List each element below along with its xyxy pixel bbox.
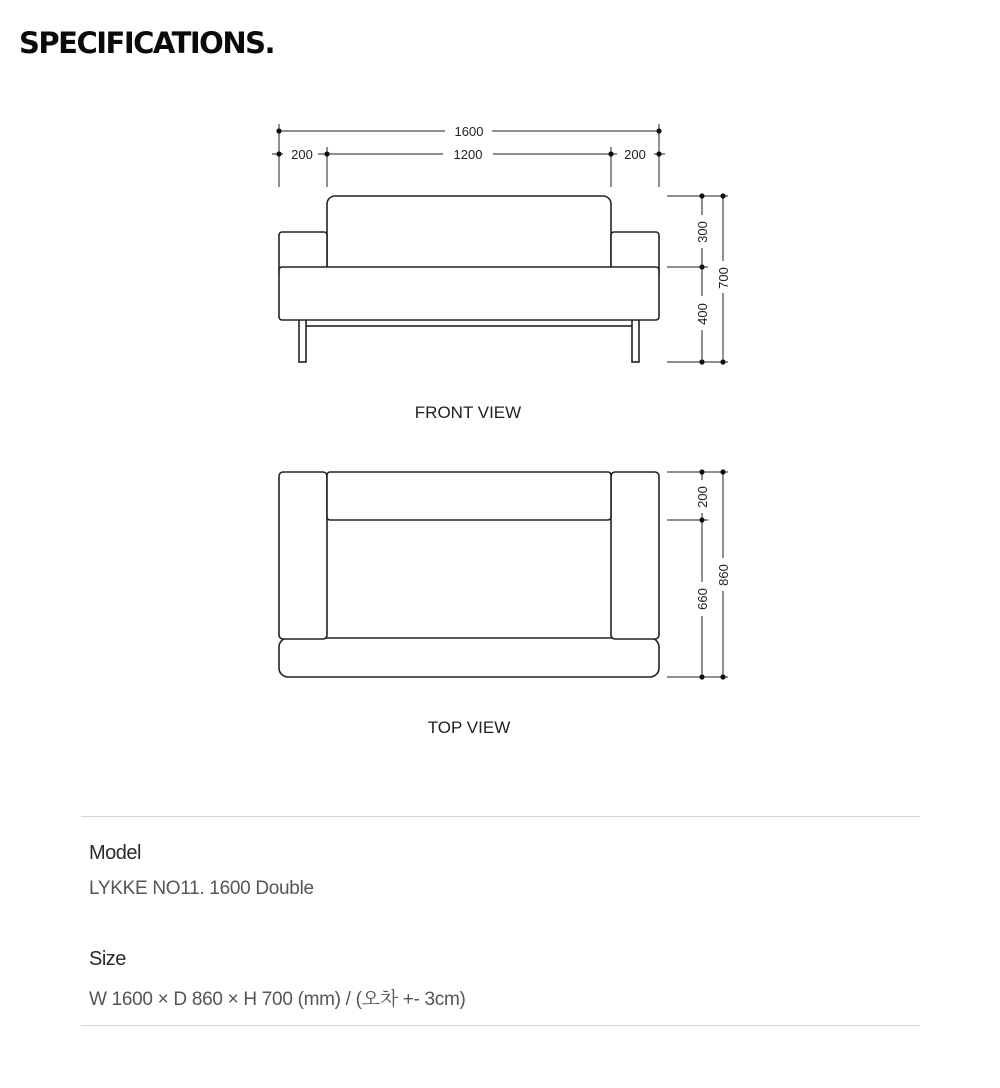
spec-size-label: Size: [89, 948, 126, 970]
dim-arm-right: 200: [624, 147, 646, 162]
sofa-front-view: [279, 196, 659, 362]
dim-seat-width: 1200: [453, 147, 483, 162]
spec-size-value: W 1600 × D 860 × H 700 (mm) / (오차 +- 3cm): [89, 989, 466, 1010]
top-view-label: TOP VIEW: [427, 718, 511, 737]
dim-total-height: 700: [716, 267, 731, 289]
page-title: SPECIFICATIONS.: [19, 26, 274, 60]
dim-overall-width: 1600: [454, 124, 484, 139]
spec-model-value: LYKKE NO11. 1600 Double: [89, 878, 314, 899]
dim-arm-left: 200: [291, 147, 313, 162]
dim-seat-height: 400: [695, 303, 710, 325]
divider-top: [81, 816, 920, 817]
front-view-label: FRONT VIEW: [414, 403, 522, 422]
divider-bottom: [81, 1025, 920, 1026]
dim-back-depth: 200: [695, 486, 710, 508]
dim-total-depth: 860: [716, 564, 731, 586]
dim-seat-depth: 660: [695, 588, 710, 610]
top-depth-dimensions: [667, 469, 731, 679]
front-height-dimensions: [667, 193, 731, 364]
spec-model-label: Model: [89, 842, 141, 864]
dim-back-height: 300: [695, 221, 710, 243]
sofa-top-view: [279, 472, 659, 677]
front-width-dimensions: [272, 124, 665, 187]
